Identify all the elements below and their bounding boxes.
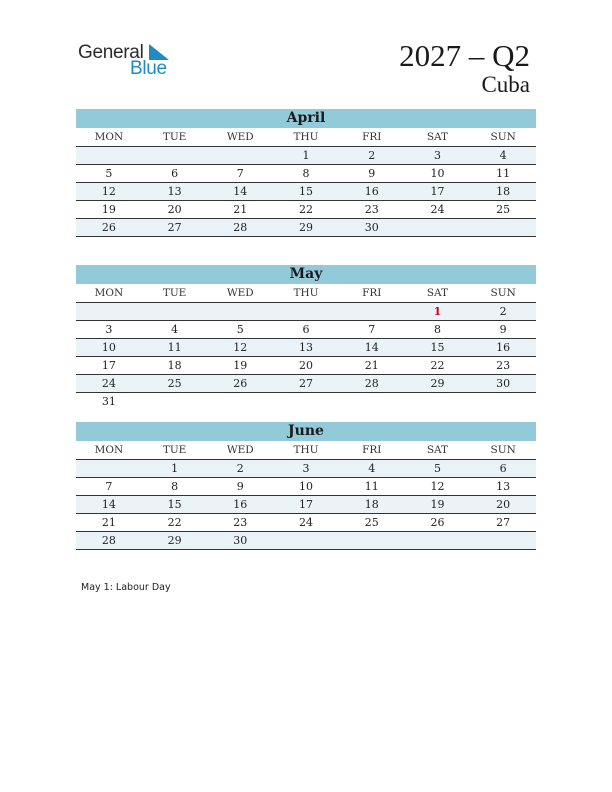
- day-cell: 25: [496, 203, 511, 216]
- day-cell: [470, 219, 536, 236]
- weekday-header-row: [76, 441, 536, 460]
- logo-text-blue: Blue: [130, 58, 167, 79]
- weekday-header-row: [76, 128, 536, 147]
- weekday-label: MON: [94, 287, 124, 299]
- logo-text-general: General: [78, 42, 144, 63]
- day-cell: 15: [167, 498, 182, 511]
- day-cell: 31: [101, 395, 116, 408]
- day-cell: 22: [299, 203, 314, 216]
- day-cell: 27: [167, 221, 182, 234]
- day-cell: [405, 532, 471, 549]
- day-cell: 9: [236, 480, 244, 493]
- day-cell: 26: [233, 377, 248, 390]
- day-cell: 25: [364, 516, 379, 529]
- day-cell: 19: [101, 203, 116, 216]
- day-cell: 16: [496, 341, 511, 354]
- day-cell: 24: [299, 516, 314, 529]
- weekday-header-row: [76, 284, 536, 303]
- day-cell: 14: [364, 341, 379, 354]
- day-cell: [76, 303, 142, 320]
- holiday-notes: [81, 582, 171, 593]
- logo: [78, 42, 188, 82]
- day-cell: [339, 393, 405, 410]
- day-cell: [470, 532, 536, 549]
- week-row: [76, 321, 536, 339]
- week-row: [76, 165, 536, 183]
- day-cell: 3: [433, 149, 441, 162]
- weekday-label: SUN: [490, 444, 516, 456]
- day-cell: 18: [167, 359, 182, 372]
- day-cell: 4: [368, 462, 376, 475]
- weekday-label: FRI: [362, 287, 382, 299]
- day-cell: [142, 147, 208, 164]
- day-cell: 13: [167, 185, 182, 198]
- day-cell: 6: [302, 323, 310, 336]
- day-cell: 19: [430, 498, 445, 511]
- month-header: June: [76, 422, 536, 441]
- day-cell: 2: [368, 149, 376, 162]
- month-header: April: [76, 109, 536, 128]
- day-cell: [273, 393, 339, 410]
- day-cell: 18: [496, 185, 511, 198]
- day-cell: 23: [496, 359, 511, 372]
- week-row: [76, 219, 536, 237]
- day-cell: 20: [299, 359, 314, 372]
- day-cell: 10: [430, 167, 445, 180]
- weekday-label: MON: [94, 444, 124, 456]
- day-cell: 21: [233, 203, 248, 216]
- day-cell: 16: [233, 498, 248, 511]
- day-cell: [207, 393, 273, 410]
- day-cell: 13: [299, 341, 314, 354]
- day-cell: 7: [368, 323, 376, 336]
- day-cell: [339, 303, 405, 320]
- weekday-label: FRI: [362, 444, 382, 456]
- weekday-label: SAT: [426, 444, 449, 456]
- day-cell: 24: [101, 377, 116, 390]
- day-cell: 8: [302, 167, 310, 180]
- day-cell: 7: [236, 167, 244, 180]
- weekday-label: TUE: [162, 444, 187, 456]
- week-row: [76, 496, 536, 514]
- day-cell: 15: [299, 185, 314, 198]
- day-cell: 10: [299, 480, 314, 493]
- country-name: Cuba: [481, 72, 530, 97]
- day-cell: 23: [233, 516, 248, 529]
- day-cell: [142, 303, 208, 320]
- weekday-label: FRI: [362, 131, 382, 143]
- week-row: [76, 393, 536, 410]
- day-cell: 3: [302, 462, 310, 475]
- weekday-label: WED: [226, 444, 254, 456]
- day-cell: 17: [101, 359, 116, 372]
- day-cell: 30: [364, 221, 379, 234]
- week-row: [76, 147, 536, 165]
- day-cell: 2: [499, 305, 507, 318]
- day-cell: 8: [433, 323, 441, 336]
- day-cell: 16: [364, 185, 379, 198]
- day-cell: 8: [171, 480, 179, 493]
- day-cell: 3: [105, 323, 113, 336]
- day-cell: 4: [171, 323, 179, 336]
- weekday-label: WED: [226, 131, 254, 143]
- day-cell: 27: [496, 516, 511, 529]
- week-row: [76, 460, 536, 478]
- day-cell: 22: [430, 359, 445, 372]
- day-cell: 28: [101, 534, 116, 547]
- day-cell: 23: [364, 203, 379, 216]
- day-cell: [207, 303, 273, 320]
- day-cell: [405, 219, 471, 236]
- day-cell: 5: [236, 323, 244, 336]
- day-cell: 5: [433, 462, 441, 475]
- day-cell: 11: [167, 341, 182, 354]
- week-row: [76, 303, 536, 321]
- day-cell: [76, 460, 142, 477]
- day-cell: 21: [364, 359, 379, 372]
- weekday-label: SAT: [426, 287, 449, 299]
- day-cell: 24: [430, 203, 445, 216]
- day-cell: 28: [233, 221, 248, 234]
- week-row: [76, 532, 536, 550]
- weekday-label: SUN: [490, 131, 516, 143]
- page-title: 2027 – Q2: [399, 38, 530, 73]
- day-cell: [470, 393, 536, 410]
- day-cell: 19: [233, 359, 248, 372]
- day-cell: 30: [496, 377, 511, 390]
- weekday-label: MON: [94, 131, 124, 143]
- day-cell: 11: [496, 167, 511, 180]
- month-may: [76, 265, 536, 410]
- month-june: [76, 422, 536, 550]
- day-cell: 6: [499, 462, 507, 475]
- week-row: [76, 201, 536, 219]
- day-cell: 14: [101, 498, 116, 511]
- day-cell: 21: [101, 516, 116, 529]
- day-cell: 18: [364, 498, 379, 511]
- day-cell: [273, 303, 339, 320]
- day-cell: 12: [430, 480, 445, 493]
- day-cell: [405, 393, 471, 410]
- day-cell: [273, 532, 339, 549]
- day-cell: 14: [233, 185, 248, 198]
- day-cell: 10: [101, 341, 116, 354]
- week-row: [76, 339, 536, 357]
- day-cell: 12: [101, 185, 116, 198]
- week-row: [76, 514, 536, 532]
- day-cell: 15: [430, 341, 445, 354]
- day-cell: 4: [499, 149, 507, 162]
- day-cell: 11: [364, 480, 379, 493]
- month-header: May: [76, 265, 536, 284]
- weekday-label: TUE: [162, 287, 187, 299]
- day-cell: 29: [430, 377, 445, 390]
- day-cell: 7: [105, 480, 113, 493]
- weekday-label: SUN: [490, 287, 516, 299]
- weekday-label: SAT: [426, 131, 449, 143]
- day-cell: 9: [499, 323, 507, 336]
- week-row: [76, 357, 536, 375]
- day-cell: 29: [167, 534, 182, 547]
- day-cell: 9: [368, 167, 376, 180]
- month-april: [76, 109, 536, 237]
- weekday-label: WED: [226, 287, 254, 299]
- day-cell: 13: [496, 480, 511, 493]
- day-cell: 30: [233, 534, 248, 547]
- day-cell: 26: [430, 516, 445, 529]
- day-cell: [207, 147, 273, 164]
- week-row: [76, 375, 536, 393]
- weekday-label: THU: [293, 131, 319, 143]
- day-cell: 20: [496, 498, 511, 511]
- day-cell: 1: [171, 462, 179, 475]
- day-cell: 26: [101, 221, 116, 234]
- day-cell: 25: [167, 377, 182, 390]
- weekday-label: TUE: [162, 131, 187, 143]
- week-row: [76, 183, 536, 201]
- day-cell: 17: [299, 498, 314, 511]
- day-cell: 29: [299, 221, 314, 234]
- day-cell: 12: [233, 341, 248, 354]
- day-cell: 5: [105, 167, 113, 180]
- week-row: [76, 478, 536, 496]
- day-cell: 1: [433, 305, 442, 318]
- weekday-label: THU: [293, 444, 319, 456]
- day-cell: [76, 147, 142, 164]
- holiday-note: May 1: Labour Day: [81, 582, 171, 593]
- day-cell: 2: [236, 462, 244, 475]
- day-cell: 22: [167, 516, 182, 529]
- day-cell: 17: [430, 185, 445, 198]
- day-cell: 1: [302, 149, 310, 162]
- day-cell: 6: [171, 167, 179, 180]
- day-cell: 28: [364, 377, 379, 390]
- day-cell: [339, 532, 405, 549]
- day-cell: 20: [167, 203, 182, 216]
- day-cell: [142, 393, 208, 410]
- day-cell: 27: [299, 377, 314, 390]
- weekday-label: THU: [293, 287, 319, 299]
